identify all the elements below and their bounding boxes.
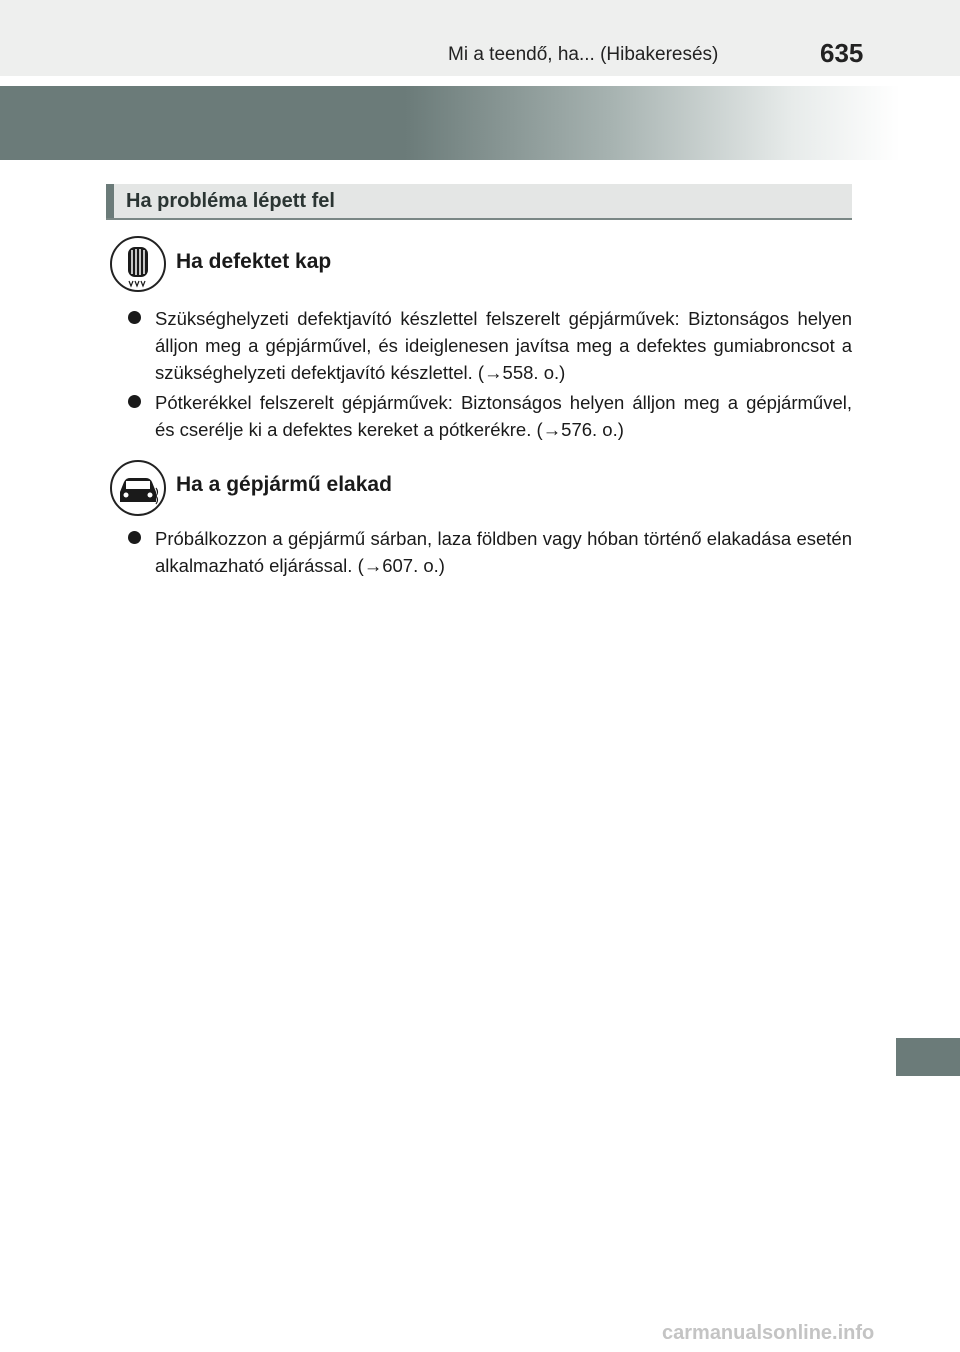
subsection-title-stuck-vehicle: Ha a gépjármű elakad bbox=[176, 473, 392, 496]
page-number: 635 bbox=[820, 38, 864, 68]
bullet-dot bbox=[128, 395, 141, 408]
chapter-tab bbox=[896, 1038, 960, 1076]
flat-tire-icon bbox=[110, 236, 166, 292]
section-accent bbox=[106, 184, 114, 218]
bullet-dot bbox=[128, 531, 141, 544]
list-item-text: Szükséghelyzeti defektjavító készlettel felszerelt gépjárművek: Biztonságos helyen álljon meg a gépjárművel, és ideiglenesen javítsa meg a defektes gumiabroncsot a szükséghelyzeti defektjavító készlettel. (→558. o.) bbox=[155, 308, 852, 383]
list-item-text: Próbálkozzon a gépjármű sárban, laza földben vagy hóban történő elakadása esetén alkalmazható eljárással. (→607. o.) bbox=[155, 528, 852, 576]
chapter-title: Mi a teendő, ha... (Hibakeresés) bbox=[448, 44, 719, 65]
subsection-title-flat-tire: Ha defektet kap bbox=[176, 250, 332, 273]
bullet-dot bbox=[128, 311, 141, 324]
watermark: carmanualsonline.info bbox=[662, 1322, 875, 1344]
section-header bbox=[106, 184, 852, 220]
list-item-text: Pótkerékkel felszerelt gépjárművek: Biztonságos helyen álljon meg a gépjárművel, és cserélje ki a defektes kereket a pótkerékre. (→576. o.) bbox=[155, 392, 852, 440]
decorative-band bbox=[0, 86, 900, 160]
stuck-car-icon bbox=[110, 460, 166, 516]
section-title: Ha probléma lépett fel bbox=[126, 190, 335, 212]
